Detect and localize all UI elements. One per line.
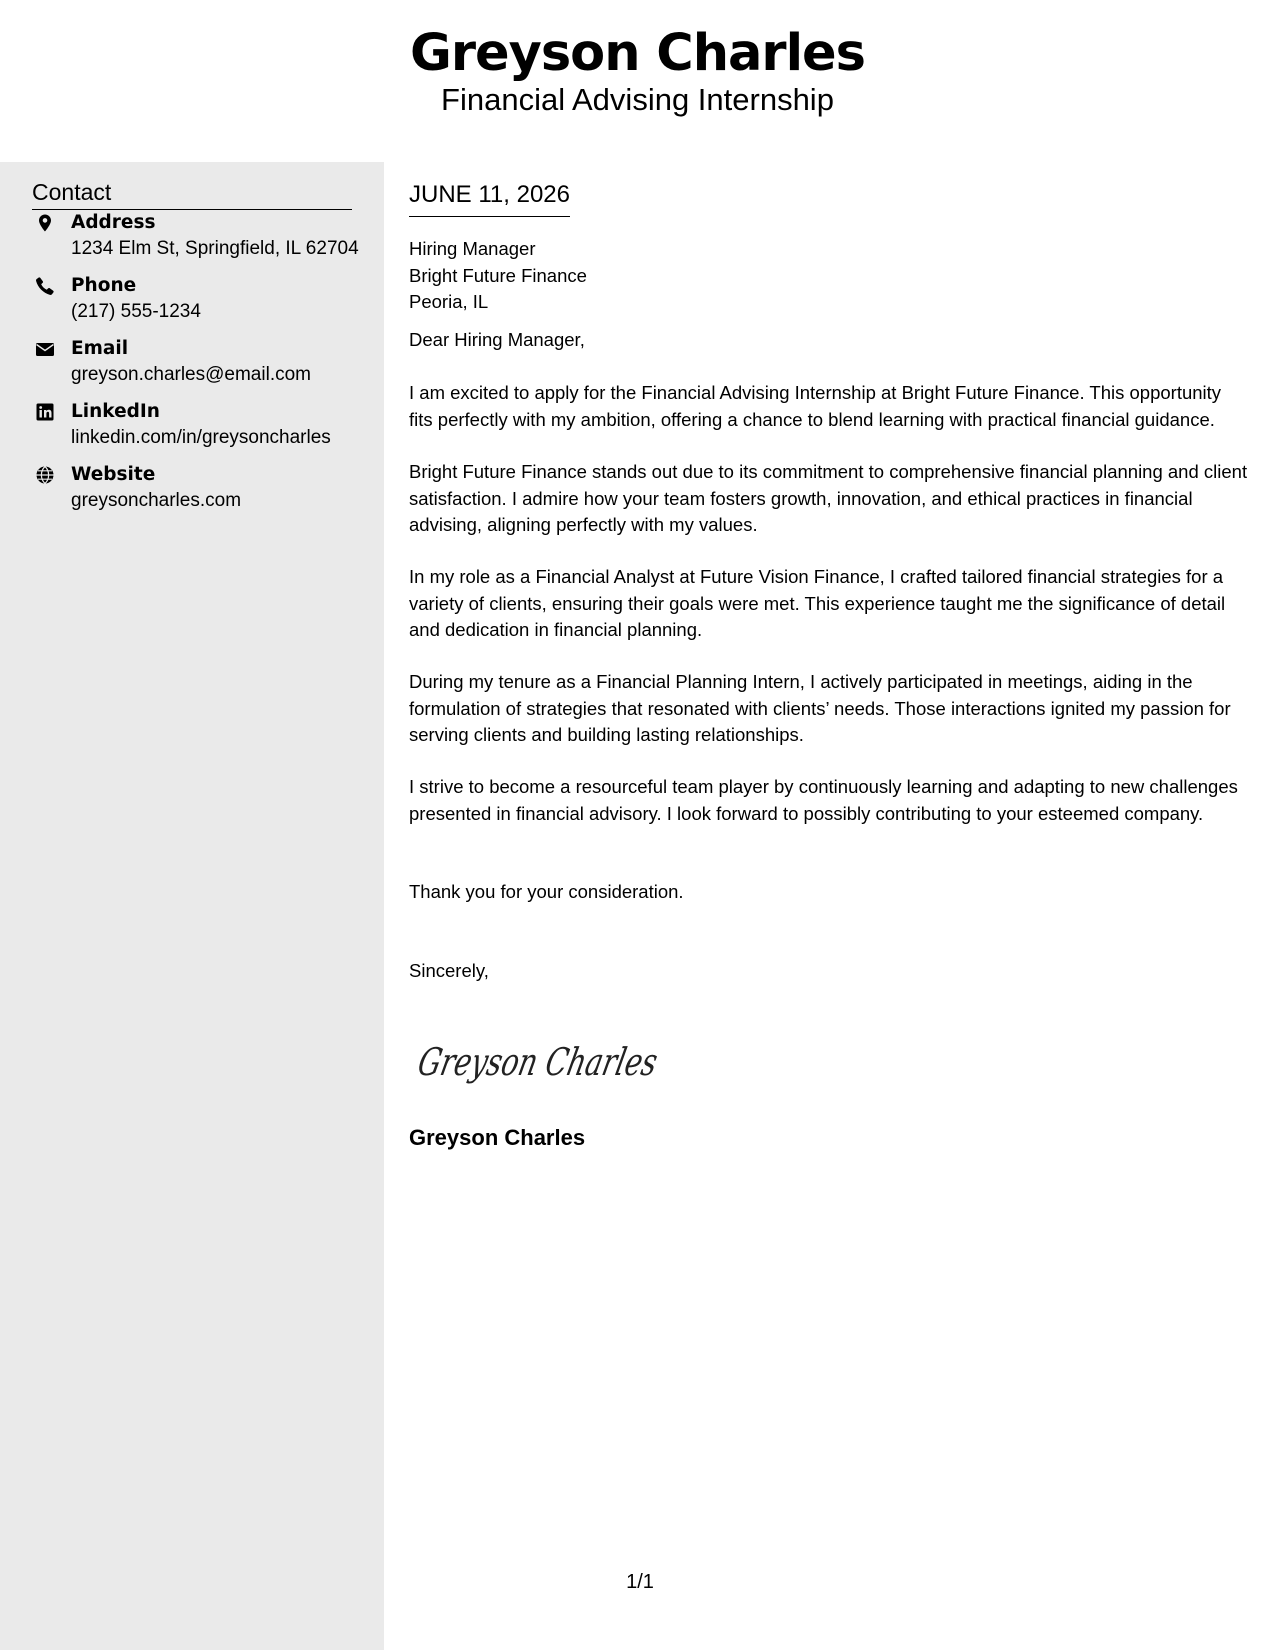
handwritten-signature xyxy=(413,1033,744,1093)
salutation: Dear Hiring Manager, xyxy=(409,329,585,350)
contact-item-phone xyxy=(32,273,372,329)
contact-item-linkedin xyxy=(32,399,372,455)
contact-value-linkedin: linkedin.com/in/greysoncharles xyxy=(71,427,331,448)
contact-value-email: greyson.charles@email.com xyxy=(71,364,311,385)
paragraph-goals: I strive to become a resourceful team player by continuously learning and adapting to new challenges presented in financial advisory. I look forward to possibly contributing to your esteemed company. xyxy=(409,776,1238,824)
resume-header xyxy=(0,0,1275,162)
map-pin-icon xyxy=(35,213,55,233)
letter-date: JUNE 11, 2026 xyxy=(409,177,570,217)
contact-label-address: Address xyxy=(71,212,156,233)
contact-label-website: Website xyxy=(71,464,156,485)
page-number: 1/1 xyxy=(626,1571,654,1593)
signer-name: Greyson Charles xyxy=(409,1125,586,1150)
contact-value-address: 1234 Elm St, Springfield, IL 62704 xyxy=(71,238,359,259)
paragraph-internship: During my tenure as a Financial Planning Intern, I actively participated in meetings, aiding in the formulation of strategies that resonated with clients’ needs. Those interactions ignited my passion for serving clients and building lasting relationships. xyxy=(409,671,1231,745)
globe-icon xyxy=(35,465,55,485)
contact-item-address xyxy=(32,210,372,266)
paragraph-company: Bright Future Finance stands out due to its commitment to comprehensive financial planning and client satisfaction. I admire how your team fosters growth, innovation, and ethical practices in financial advising, aligning perfectly with my values. xyxy=(409,461,1248,535)
linkedin-icon xyxy=(35,402,55,422)
contact-value-website: greysoncharles.com xyxy=(71,490,242,511)
contact-value-phone: (217) 555-1234 xyxy=(71,301,201,322)
contact-heading: Contact xyxy=(32,177,352,210)
contact-item-email xyxy=(32,336,372,392)
paragraph-experience: In my role as a Financial Analyst at Future Vision Finance, I crafted tailored financial strategies for a variety of clients, ensuring their goals were met. This experience taught me the significance of detail and dedication in financial planning. xyxy=(409,566,1226,640)
applicant-name: Greyson Charles xyxy=(409,24,866,83)
paragraph-intro: I am excited to apply for the Financial Advising Internship at Bright Future Finance. This opportunity fits perfectly with my ambition, offering a chance to blend learning with practical financial guidance. xyxy=(409,382,1222,430)
recipient-company: Bright Future Finance xyxy=(409,264,587,286)
recipient-location: Peoria, IL xyxy=(409,291,489,312)
svg-text:Greyson Charles: Greyson Charles xyxy=(413,1040,744,1085)
contact-label-email: Email xyxy=(71,338,129,359)
recipient-block xyxy=(409,236,587,316)
contact-label-phone: Phone xyxy=(71,275,137,296)
thanks-line: Thank you for your consideration. xyxy=(409,881,684,902)
envelope-icon xyxy=(35,339,55,359)
contact-label-linkedin: LinkedIn xyxy=(71,401,160,422)
contact-item-website xyxy=(32,462,372,518)
phone-icon xyxy=(35,276,55,296)
closing: Sincerely, xyxy=(409,960,489,981)
applied-role: Financial Advising Internship xyxy=(441,82,834,117)
contact-sidebar xyxy=(0,162,384,1650)
recipient-title: Hiring Manager xyxy=(409,238,536,259)
